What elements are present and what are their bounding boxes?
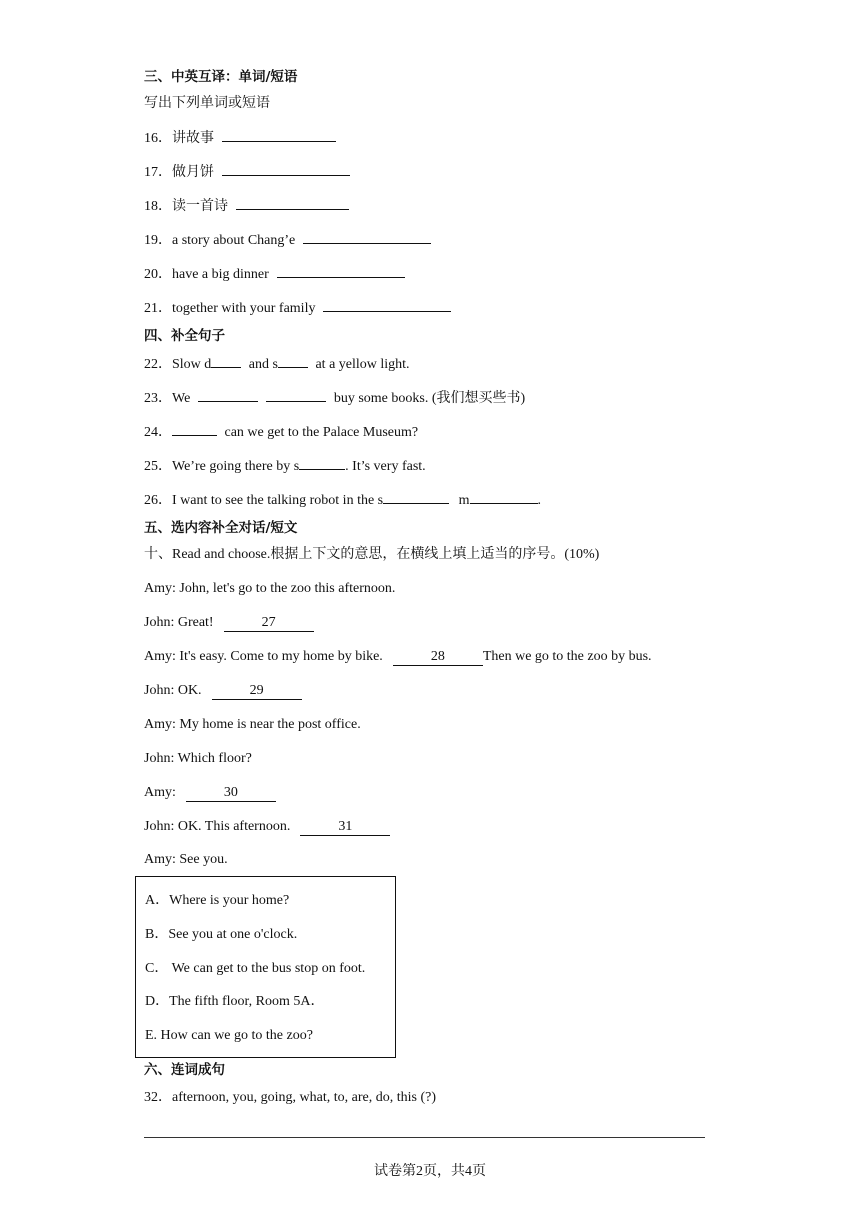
answer-blank xyxy=(470,491,538,504)
question-text: 21．together with your family xyxy=(144,301,316,316)
question-text: at a yellow light. xyxy=(315,357,410,372)
question-text: . xyxy=(537,493,542,508)
options-box xyxy=(135,876,396,1058)
question-23 xyxy=(144,389,525,408)
dialogue-line: John: OK. This afternoon. 31 xyxy=(144,818,390,836)
question-19 xyxy=(144,231,431,250)
question-text: 17．做月饼 xyxy=(144,165,214,180)
answer-number: 29 xyxy=(212,684,302,700)
answer-blank xyxy=(299,457,345,470)
question-25 xyxy=(144,457,426,476)
answer-blank xyxy=(236,197,349,210)
answer-blank xyxy=(266,389,326,402)
answer-blank xyxy=(303,231,431,244)
answer-blank xyxy=(383,491,449,504)
question-22 xyxy=(144,355,410,374)
question-text: buy some books. (我们想买些书) xyxy=(333,391,526,406)
question-text: 23．We xyxy=(144,391,191,406)
question-text: 22．Slow d xyxy=(144,357,212,372)
footer-divider xyxy=(144,1137,705,1138)
section5-heading: 五、选内容补全对话/短文 xyxy=(144,520,298,536)
question-26 xyxy=(144,491,541,510)
section5-instruction: 十、Read and choose.根据上下文的意思，在横线上填上适当的序号。(10%) xyxy=(144,547,600,562)
question-text: 25．We’re going there by s xyxy=(144,459,300,474)
question-21 xyxy=(144,299,451,318)
dialogue-line: Amy: It's easy. Come to my home by bike. 28 Then we go to the zoo by bus. xyxy=(144,649,652,664)
question-text: 26．I want to see the talking robot in the s xyxy=(144,493,384,508)
answer-number: 31 xyxy=(300,820,390,836)
dialogue-line: John: Great! 27 xyxy=(144,614,314,632)
answer-blank xyxy=(323,299,451,312)
option-d: D．The fifth floor, Room 5A． xyxy=(145,994,325,1009)
option-c: C． We can get to the bus stop on foot. xyxy=(145,961,366,976)
answer-blank xyxy=(278,355,308,368)
question-18 xyxy=(144,197,349,216)
answer-blank xyxy=(198,389,258,402)
dialogue-line: John: Which floor? xyxy=(144,751,252,766)
page-footer: 试卷第2页，共4页 xyxy=(374,1164,486,1179)
question-text: and s xyxy=(248,357,278,372)
answer-blank xyxy=(222,163,350,176)
section3-instruction: 写出下列单词或短语 xyxy=(144,96,270,111)
question-20 xyxy=(144,265,405,284)
dialogue-line: Amy: My home is near the post office. xyxy=(144,717,361,732)
answer-number: 28 xyxy=(393,650,483,666)
question-text: 19．a story about Chang’e xyxy=(144,233,296,248)
section4-heading: 四、补全句子 xyxy=(144,328,225,344)
dialogue-line: Amy: John, let's go to the zoo this afternoon. xyxy=(144,581,396,596)
answer-number: 27 xyxy=(224,616,314,632)
question-text: 18．读一首诗 xyxy=(144,199,228,214)
question-text: 20．have a big dinner xyxy=(144,267,269,282)
dialogue-line: Amy: See you. xyxy=(144,852,228,867)
answer-blank xyxy=(277,265,405,278)
question-text: m xyxy=(458,493,470,508)
section3-heading: 三、中英互译：单词/短语 xyxy=(144,69,298,85)
section6-heading: 六、连词成句 xyxy=(144,1062,225,1078)
answer-blank xyxy=(222,129,336,142)
answer-blank xyxy=(172,423,217,436)
question-16 xyxy=(144,129,336,148)
question-17 xyxy=(144,163,350,182)
option-e: E. How can we go to the zoo? xyxy=(145,1028,313,1043)
question-24 xyxy=(144,423,418,442)
question-text: 24． xyxy=(144,425,172,440)
question-text: . It’s very fast. xyxy=(345,459,426,474)
question-text: can we get to the Palace Museum? xyxy=(224,425,419,440)
dialogue-line: Amy: 30 xyxy=(144,784,276,802)
option-a: A．Where is your home? xyxy=(145,893,290,908)
option-b: B．See you at one o'clock. xyxy=(145,927,298,942)
dialogue-line: John: OK. 29 xyxy=(144,682,302,700)
answer-blank xyxy=(211,355,241,368)
answer-number: 30 xyxy=(186,786,276,802)
question-text: 16．讲故事 xyxy=(144,131,214,146)
question-32: 32．afternoon, you, going, what, to, are, do, this (?) xyxy=(144,1090,436,1105)
